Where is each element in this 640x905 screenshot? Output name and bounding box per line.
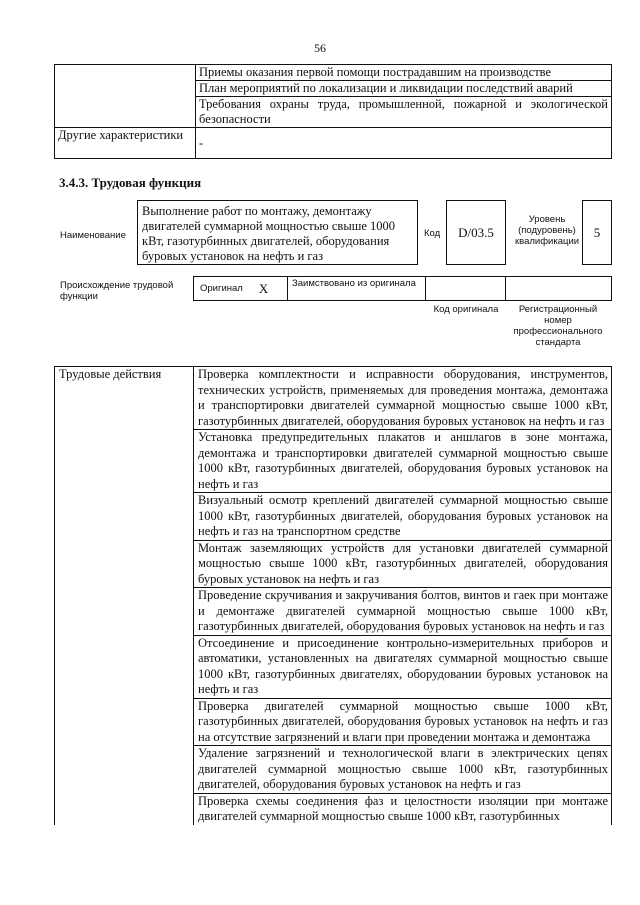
action-cell: Удаление загрязнений и технологической влаги в электрических цепях двигателей суммарной мощностью свыше 1000 кВт, газотурбинных двигателей, оборудования буровых установок на нефть и газ bbox=[194, 746, 612, 794]
table-cell: Приемы оказания первой помощи пострадавшим на производстве bbox=[196, 65, 612, 81]
labor-actions-label: Трудовые действия bbox=[55, 367, 194, 825]
other-characteristics-value: - bbox=[196, 128, 612, 159]
other-characteristics-label: Другие характеристики bbox=[55, 128, 196, 159]
code-label: Код bbox=[424, 228, 441, 239]
original-label: Оригинал bbox=[200, 283, 243, 294]
level-value: 5 bbox=[582, 200, 612, 265]
table-cell: План мероприятий по локализации и ликвидации последствий аварий bbox=[196, 81, 612, 97]
reg-number-label: Регистрационный номер профессионального стандарта bbox=[513, 304, 603, 348]
label-cell bbox=[55, 65, 196, 128]
labor-actions-table bbox=[54, 366, 612, 825]
requirements-table bbox=[54, 64, 612, 159]
action-cell: Проверка комплектности и исправности оборудования, инструментов, технических устройств, применяемых для проведения монтажа, демонтажа и транспортировки двигателей суммарной мощностью свыше 1000 кВт, газотурбинных двигателей, оборудования буровых установок на нефть и газ bbox=[194, 367, 612, 430]
borrowed-label: Заимствовано из оригинала bbox=[288, 277, 426, 300]
table-row bbox=[55, 367, 612, 430]
function-code-value: D/03.5 bbox=[446, 200, 506, 265]
original-mark: X bbox=[258, 280, 269, 296]
action-cell: Проверка двигателей суммарной мощностью свыше 1000 кВт, газотурбинных двигателей, оборудования буровых установок на нефть и газ на отсутствие загрязнений и влаги при проведении монтажа и демонтажа bbox=[194, 698, 612, 746]
action-cell: Монтаж заземляющих устройств для установки двигателей суммарной мощностью свыше 1000 кВт, газотурбинных двигателей, оборудования буровых установок на нефть и газ bbox=[194, 540, 612, 588]
table-row bbox=[55, 65, 612, 81]
origin-row bbox=[193, 276, 612, 301]
reg-number-cell bbox=[506, 277, 611, 300]
action-cell: Установка предупредительных плакатов и аншлагов в зоне монтажа, демонтажа и транспортировки двигателей суммарной мощностью свыше 1000 кВт, газотурбинных двигателей, оборудования буровых установок на нефть и газ bbox=[194, 430, 612, 493]
action-cell: Проведение скручивания и закручивания болтов, винтов и гаек при монтаже и демонтаже двигателей суммарной мощностью свыше 1000 кВт, газотурбинных двигателей, оборудования буровых установок на нефть и газ bbox=[194, 588, 612, 636]
level-label: Уровень (подуровень) квалификации bbox=[515, 214, 580, 247]
origin-label: Происхождение трудовой функции bbox=[60, 280, 174, 302]
code-original-cell bbox=[426, 277, 506, 300]
page-number: 56 bbox=[314, 41, 326, 55]
code-original-label: Код оригинала bbox=[433, 304, 499, 315]
table-cell: Требования охраны труда, промышленной, пожарной и экологической безопасности bbox=[196, 97, 612, 128]
original-cell bbox=[194, 277, 288, 300]
action-cell: Отсоединение и присоединение контрольно-измерительных приборов и автоматики, установленных на двигателях суммарной мощностью свыше 1000 кВт, газотурбинных двигателях, оборудовании буровых установок на нефть и газ bbox=[194, 635, 612, 698]
action-cell: Визуальный осмотр креплений двигателей суммарной мощностью свыше 1000 кВт, газотурбинных двигателей, оборудования буровых установок на нефть и газ на транспортном средстве bbox=[194, 493, 612, 541]
name-label: Наименование bbox=[60, 230, 126, 241]
table-row bbox=[55, 128, 612, 159]
section-title: 3.4.3. Трудовая функция bbox=[59, 175, 202, 190]
action-cell: Проверка схемы соединения фаз и целостности изоляции при монтаже двигателей суммарной мощностью свыше 1000 кВт, газотурбинных bbox=[194, 793, 612, 825]
function-name-value: Выполнение работ по монтажу, демонтажу двигателей суммарной мощностью свыше 1000 кВт, газотурбинных двигателей, оборудования буровых установок на нефть и газ bbox=[137, 200, 418, 265]
